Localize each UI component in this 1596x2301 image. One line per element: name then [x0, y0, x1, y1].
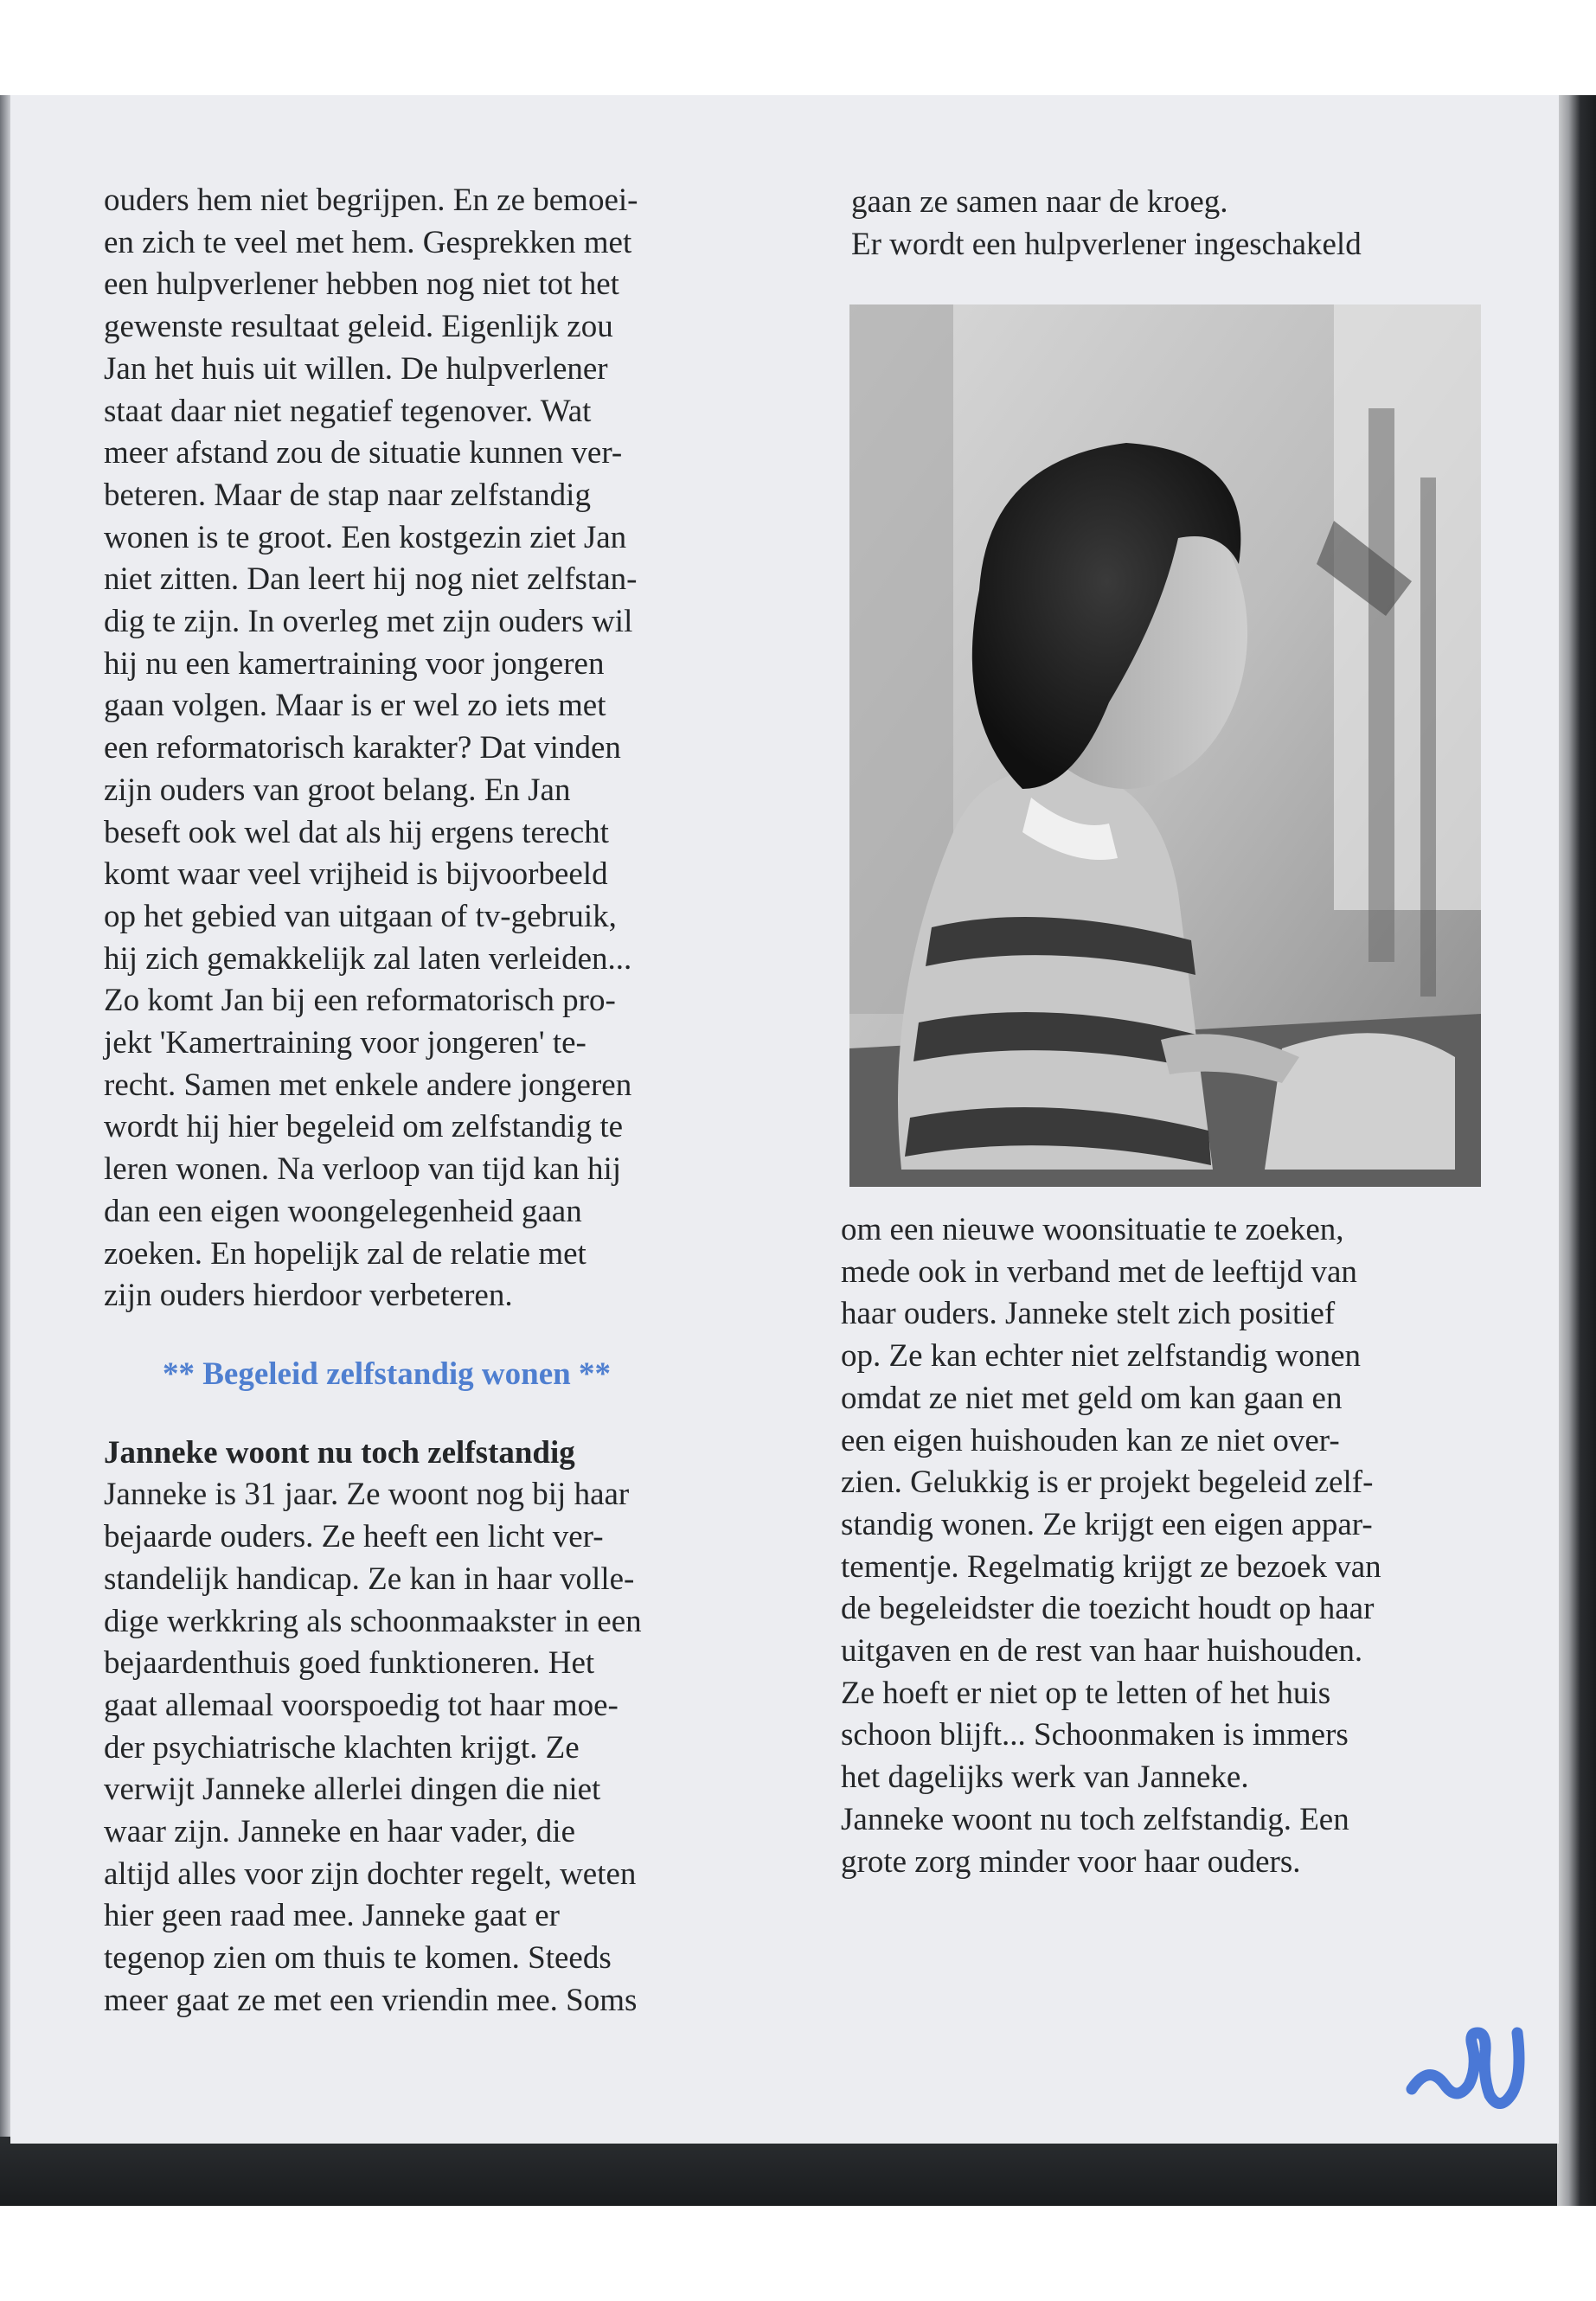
text-line: zijn ouders hierdoor verbeteren. [104, 1278, 513, 1314]
text-line: der psychiatrische klachten krijgt. Ze [104, 1729, 580, 1766]
document-page [10, 95, 1559, 2144]
text-line: zijn ouders van groot belang. En Jan [104, 772, 571, 808]
text-line: het dagelijks werk van Janneke. [841, 1759, 1249, 1796]
text-line: uitgaven en de rest van haar huishouden. [841, 1633, 1363, 1670]
text-line: Ze hoeft er niet op te letten of het huis [841, 1675, 1331, 1711]
text-line: ouders hem niet begrijpen. En ze bemoei- [104, 183, 638, 218]
text-line: beseft ook wel dat als hij ergens terecht [104, 814, 609, 850]
left-column [104, 180, 744, 2022]
subheading: Janneke woont nu toch zelfstandig [104, 1434, 575, 1471]
text-line: meer gaat ze met een vriendin mee. Soms [104, 1982, 638, 2018]
scan-background [0, 2137, 1596, 2206]
text-line: zien. Gelukkig is er projekt begeleid zelf- [841, 1465, 1374, 1501]
section-heading: ** Begeleid zelfstandig wonen ** [163, 1356, 611, 1392]
text-line: grote zorg minder voor haar ouders. [841, 1843, 1301, 1880]
right-column-top-paragraph [851, 182, 1474, 266]
text-line: tementje. Regelmatig krijgt ze bezoek van [841, 1548, 1381, 1585]
left-column-paragraph-2 [104, 1474, 744, 2022]
text-line: wonen is te groot. Een kostgezin ziet Jan [104, 519, 627, 555]
text-line: op het gebied van uitgaan of tv-gebruik, [104, 898, 617, 934]
text-line: zoeken. En hopelijk zal de relatie met [104, 1235, 586, 1272]
text-line: mede ook in verband met de leeftijd van [841, 1253, 1357, 1290]
wave-logo-icon [1403, 2016, 1533, 2119]
left-column-paragraph [104, 180, 744, 1317]
text-line: altijd alles voor zijn dochter regelt, weten [104, 1856, 637, 1892]
text-line: wordt hij hier begeleid om zelfstandig te [104, 1109, 624, 1145]
text-line: hij zich gemakkelijk zal laten verleiden... [104, 940, 632, 977]
text-line: Zo komt Jan bij een reformatorisch pro- [104, 983, 616, 1019]
text-line: een hulpverlener hebben nog niet tot het [104, 266, 619, 303]
page-left-edge [0, 95, 10, 2137]
text-line: om een nieuwe woonsituatie te zoeken, [841, 1212, 1344, 1247]
text-line: recht. Samen met enkele andere jongeren [104, 1067, 632, 1103]
right-column-bottom-paragraph [841, 1209, 1481, 1883]
text-line: waar zijn. Janneke en haar vader, die [104, 1814, 576, 1850]
text-line: hij nu een kamertraining voor jongeren [104, 645, 605, 682]
text-line: standig wonen. Ze krijgt een eigen appar- [841, 1506, 1373, 1542]
text-line: Jan het huis uit willen. De hulpverlener [104, 350, 608, 387]
text-line: bejaarde ouders. Ze heeft een licht ver- [104, 1519, 604, 1555]
text-line: gaan volgen. Maar is er wel zo iets met [104, 688, 606, 724]
text-line: gaan ze samen naar de kroeg. [851, 184, 1228, 220]
text-line: verwijt Janneke allerlei dingen die niet [104, 1772, 601, 1808]
text-line: tegenop zien om thuis te komen. Steeds [104, 1940, 612, 1977]
text-line: jekt 'Kamertraining voor jongeren' te- [104, 1025, 586, 1061]
text-line: gaat allemaal voorspoedig tot haar moe- [104, 1687, 619, 1723]
text-line: niet zitten. Dan leert hij nog niet zelfstan- [104, 561, 638, 598]
text-line: Janneke is 31 jaar. Ze woont nog bij haar [104, 1477, 630, 1513]
text-line: dige werkkring als schoonmaakster in een [104, 1603, 642, 1639]
photo [849, 304, 1481, 1187]
text-line: Janneke woont nu toch zelfstandig. Een [841, 1801, 1349, 1837]
text-line: dig te zijn. In overleg met zijn ouders wil [104, 604, 633, 640]
text-line: meer afstand zou de situatie kunnen ver- [104, 435, 623, 471]
text-line: een reformatorisch karakter? Dat vinden [104, 730, 621, 766]
text-line: dan een eigen woongelegenheid gaan [104, 1193, 582, 1229]
text-line: beteren. Maar de stap naar zelfstandig [104, 477, 591, 513]
text-line: staat daar niet negatief tegenover. Wat [104, 393, 592, 429]
right-column-bottom [841, 1209, 1481, 1883]
text-line: standelijk handicap. Ze kan in haar volle- [104, 1561, 635, 1597]
book-spine-edge [1557, 95, 1596, 2206]
text-line: en zich te veel met hem. Gesprekken met [104, 224, 632, 260]
text-line: op. Ze kan echter niet zelfstandig wonen [841, 1338, 1362, 1375]
photo-person-striped-sweater [849, 304, 1481, 1187]
text-line: bejaardenthuis goed funktioneren. Het [104, 1645, 595, 1682]
text-line: schoon blijft... Schoonmaken is immers [841, 1717, 1349, 1753]
text-line: Er wordt een hulpverlener ingeschakeld [851, 226, 1362, 262]
text-line: komt waar veel vrijheid is bijvoorbeeld [104, 856, 608, 893]
text-line: gewenste resultaat geleid. Eigenlijk zou [104, 309, 613, 345]
right-column-top [851, 182, 1474, 266]
text-line: hier geen raad mee. Janneke gaat er [104, 1898, 560, 1934]
text-line: haar ouders. Janneke stelt zich positief [841, 1296, 1336, 1332]
text-line: een eigen huishouden kan ze niet over- [841, 1422, 1340, 1458]
text-line: de begeleidster die toezicht houdt op haar [841, 1591, 1375, 1627]
text-line: leren wonen. Na verloop van tijd kan hij [104, 1151, 621, 1188]
text-line: omdat ze niet met geld om kan gaan en [841, 1380, 1343, 1416]
